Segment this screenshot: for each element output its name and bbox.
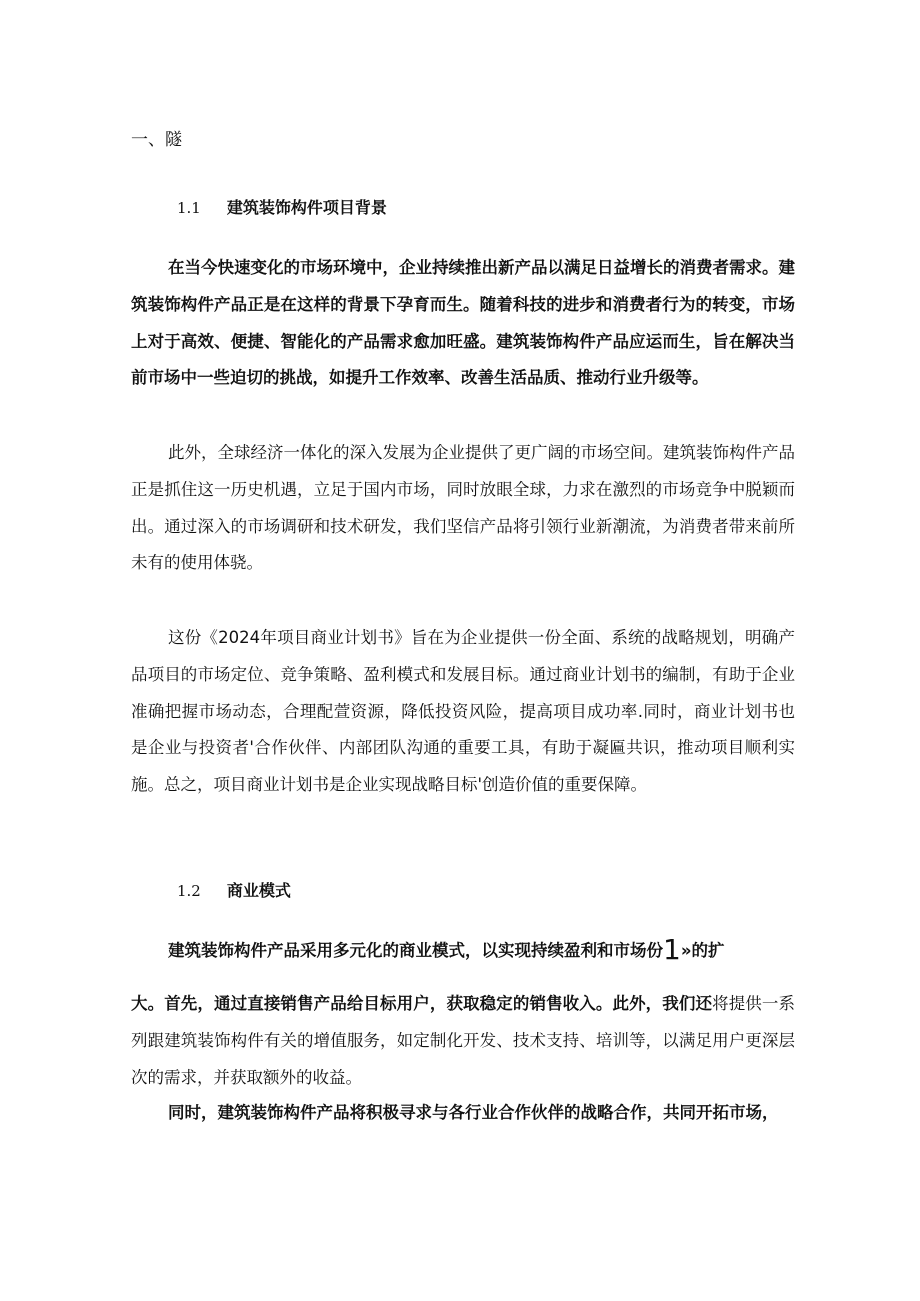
paragraph-plan-purpose: 这份《2024年项目商业计划书》旨在为企业提供一份全面、系统的战略规划，明确产品项目的市场定位、竞争策略、盈利模式和发展目标。通过商业计划书的编制，有助于企业准确把握市场动态，合理配萱资源，降低投资风险，提高项目成功率.同时，商业计划书也是企业与投资者'合作伙伴、内部团队沟通的重要工具，有助于凝匾共识，推动项目顺利实施。总之，项目商业计划书是企业实现战略目标'创造价值的重要保障。 — [131, 628, 795, 795]
paragraph-partnership: 同时，建筑装饰构件产品将积极寻求与各行业合作伙伴的战略合作，共同开拓市场， — [168, 1103, 779, 1122]
section-number: 1.2 — [177, 882, 201, 900]
text-run: 建筑装饰构件产品采用多元化的商业模式，以实现持续盈利和市场份 — [168, 941, 663, 960]
section-heading-1-2 — [177, 879, 291, 903]
text-run: »的扩 — [680, 941, 725, 960]
section-title: 商业模式 — [226, 881, 291, 900]
section-title: 建筑装饰构件项目背景 — [226, 198, 387, 217]
section-number: 1.1 — [177, 199, 201, 217]
main-heading: 一、隧 — [131, 130, 182, 150]
paragraph-background: 在当今快速变化的市场环境中，企业持续推出新产品以满足日益增长的消费者需求。建筑装饰构件产品正是在这样的背景下孕育而生。随着科技的进步和消费者行为的转变，市场上对于高效、便捷、智能化的产品需求愈加旺盛。建筑装饰构件产品应运而生，旨在解决当前市场中一些迫切的挑战，如提升工作效率、改善生活品质、推动行业升级等。 — [131, 258, 795, 388]
section-heading-1-1 — [177, 196, 387, 220]
paragraph-globalization: 此外，全球经济一体化的深入发展为企业提供了更广阔的市场空间。建筑装饰构件产品正是抓住这一历史机遇，立足于国内市场，同时放眼全球，力求在激烈的市场竞争中脱颖而出。通过深入的市场调研和技术研发，我们坚信产品将引领行业新潮流，为消费者带来前所未有的使用体骁。 — [131, 443, 795, 573]
paragraph-business-model — [131, 986, 795, 1096]
business-model-first-line — [168, 933, 725, 966]
normal-run: 将提供一系列跟建筑装饰构件有关的增值服务，如定制化开发、技术支持、培训等，以满足用户更深层次的需求，并获取额外的收益。 — [131, 994, 796, 1087]
glyph-artifact: 1 — [663, 933, 681, 966]
bold-run: 大。首先，通过直接销售产品给目标用户，获取稳定的销售收入。此外，我们还 — [131, 994, 713, 1013]
